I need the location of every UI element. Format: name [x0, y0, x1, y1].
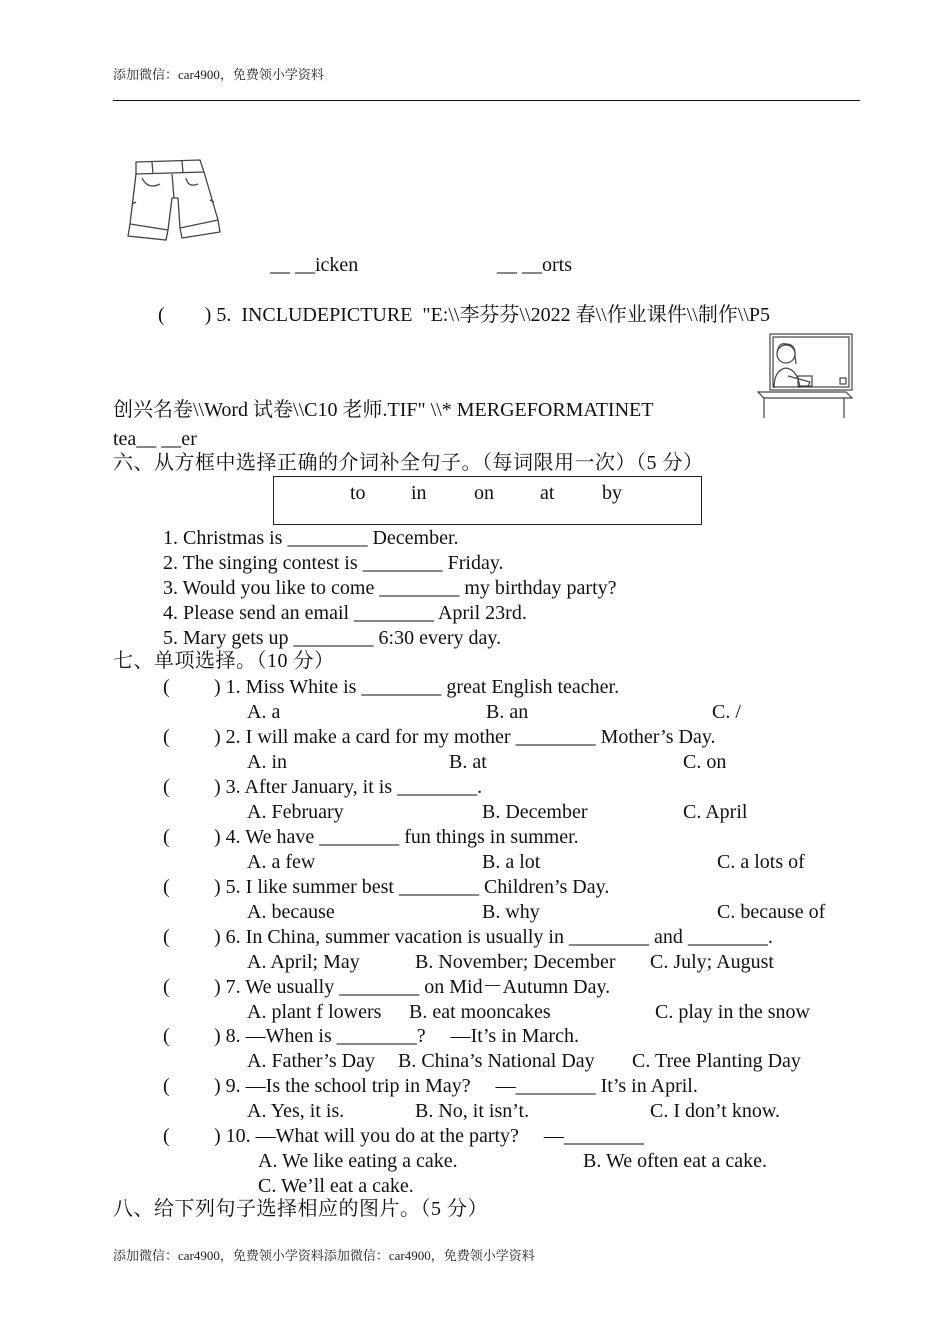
q2-paren: ( — [163, 726, 170, 748]
header-rule — [113, 100, 860, 101]
word-on: on — [474, 482, 494, 504]
q3-stem: ) 3. After January, it is ________. — [214, 776, 483, 798]
q1-stem: ) 1. Miss White is ________ great English teacher. — [214, 676, 620, 698]
q6-option-b: B. November; December — [415, 951, 616, 973]
q3-option-a: A. February — [247, 801, 344, 823]
q10-stem: ) 10. —What will you do at the party? —________ — [214, 1125, 644, 1147]
q3-option-c: C. April — [683, 801, 748, 823]
q5-stem: ) 5. I like summer best ________ Children’s Day. — [214, 876, 610, 898]
q10-option-b: B. We often eat a cake. — [583, 1150, 768, 1172]
q9-option-b: B. No, it isn’t. — [415, 1100, 530, 1122]
q7-option-b: B. eat mooncakes — [409, 1001, 551, 1023]
page-header: 添加微信：car4900，免费领小学资料 — [113, 67, 324, 82]
q4-option-b: B. a lot — [482, 851, 541, 873]
word-by: by — [602, 482, 622, 504]
word-to: to — [350, 482, 366, 504]
q5-option-b: B. why — [482, 901, 540, 923]
q9-option-c: C. I don’t know. — [650, 1100, 780, 1122]
q7-paren: ( — [163, 976, 170, 998]
section8-title: 八、给下列句子选择相应的图片。（5 分） — [113, 1198, 488, 1220]
q7-option-c: C. play in the snow — [655, 1001, 810, 1023]
q1-option-a: A. a — [247, 701, 281, 723]
q1-option-b: B. an — [486, 701, 529, 723]
q2-option-a: A. in — [247, 751, 287, 773]
q5-option-c: C. because of — [717, 901, 826, 923]
shorts-image — [122, 154, 222, 244]
q4-paren: ( — [163, 826, 170, 848]
blank-shorts: __ __orts — [497, 254, 572, 276]
q5-blank-teacher: tea__ __er — [113, 428, 197, 450]
q4-stem: ) 4. We have ________ fun things in summer. — [214, 826, 579, 848]
q8-option-c: C. Tree Planting Day — [632, 1050, 801, 1072]
q7-stem: ) 7. We usually ________ on Mid－Autumn Day. — [214, 976, 611, 998]
teacher-image — [752, 332, 856, 420]
word-box — [273, 476, 702, 525]
q6-option-a: A. April; May — [247, 951, 360, 973]
q10-option-c: C. We’ll eat a cake. — [258, 1175, 414, 1197]
q7-option-a: A. plant f lowers — [247, 1001, 382, 1023]
word-at: at — [540, 482, 555, 504]
q5-includepicture-line1: ( ) 5. INCLUDEPICTURE "E:\\李芬芬\\2022 春\\作业课件\\制作\\P5 — [158, 304, 771, 326]
q6-stem: ) 6. In China, summer vacation is usually in ________ and ________. — [214, 926, 773, 948]
q8-paren: ( — [163, 1025, 170, 1047]
q5-paren: ( — [163, 876, 170, 898]
s6-item-5: 5. Mary gets up ________ 6:30 every day. — [163, 627, 502, 649]
q3-paren: ( — [163, 776, 170, 798]
q6-option-c: C. July; August — [650, 951, 774, 973]
word-in: in — [411, 482, 427, 504]
q2-option-c: C. on — [683, 751, 727, 773]
section7-title: 七、单项选择。（10 分） — [113, 650, 335, 672]
q4-option-c: C. a lots of — [717, 851, 805, 873]
q5-option-a: A. because — [247, 901, 335, 923]
s6-item-2: 2. The singing contest is ________ Friday. — [163, 552, 504, 574]
q4-option-a: A. a few — [247, 851, 316, 873]
s6-item-3: 3. Would you like to come ________ my birthday party? — [163, 577, 617, 599]
q6-paren: ( — [163, 926, 170, 948]
q9-option-a: A. Yes, it is. — [247, 1100, 345, 1122]
s6-item-1: 1. Christmas is ________ December. — [163, 527, 459, 549]
q8-option-a: A. Father’s Day — [247, 1050, 375, 1072]
q8-stem: ) 8. —When is ________? —It’s in March. — [214, 1025, 579, 1047]
blank-chicken: __ __icken — [270, 254, 359, 276]
q2-option-b: B. at — [449, 751, 487, 773]
q9-stem: ) 9. —Is the school trip in May? —________ It’s in April. — [214, 1075, 698, 1097]
page-footer: 添加微信：car4900，免费领小学资料添加微信：car4900，免费领小学资料 — [113, 1248, 535, 1263]
q10-option-a: A. We like eating a cake. — [258, 1150, 458, 1172]
q1-option-c: C. / — [712, 701, 741, 723]
q9-paren: ( — [163, 1075, 170, 1097]
s6-item-4: 4. Please send an email ________ April 23rd. — [163, 602, 527, 624]
q2-stem: ) 2. I will make a card for my mother ________ Mother’s Day. — [214, 726, 716, 748]
q5-includepicture-line2: 创兴名卷\\Word 试卷\\C10 老师.TIF" \\* MERGEFORMATINET — [113, 399, 654, 421]
q10-paren: ( — [163, 1125, 170, 1147]
section6-title: 六、从方框中选择正确的介词补全句子。（每词限用一次）（5 分） — [113, 452, 704, 474]
q8-option-b: B. China’s National Day — [398, 1050, 595, 1072]
q1-paren: ( — [163, 676, 170, 698]
q3-option-b: B. December — [482, 801, 588, 823]
